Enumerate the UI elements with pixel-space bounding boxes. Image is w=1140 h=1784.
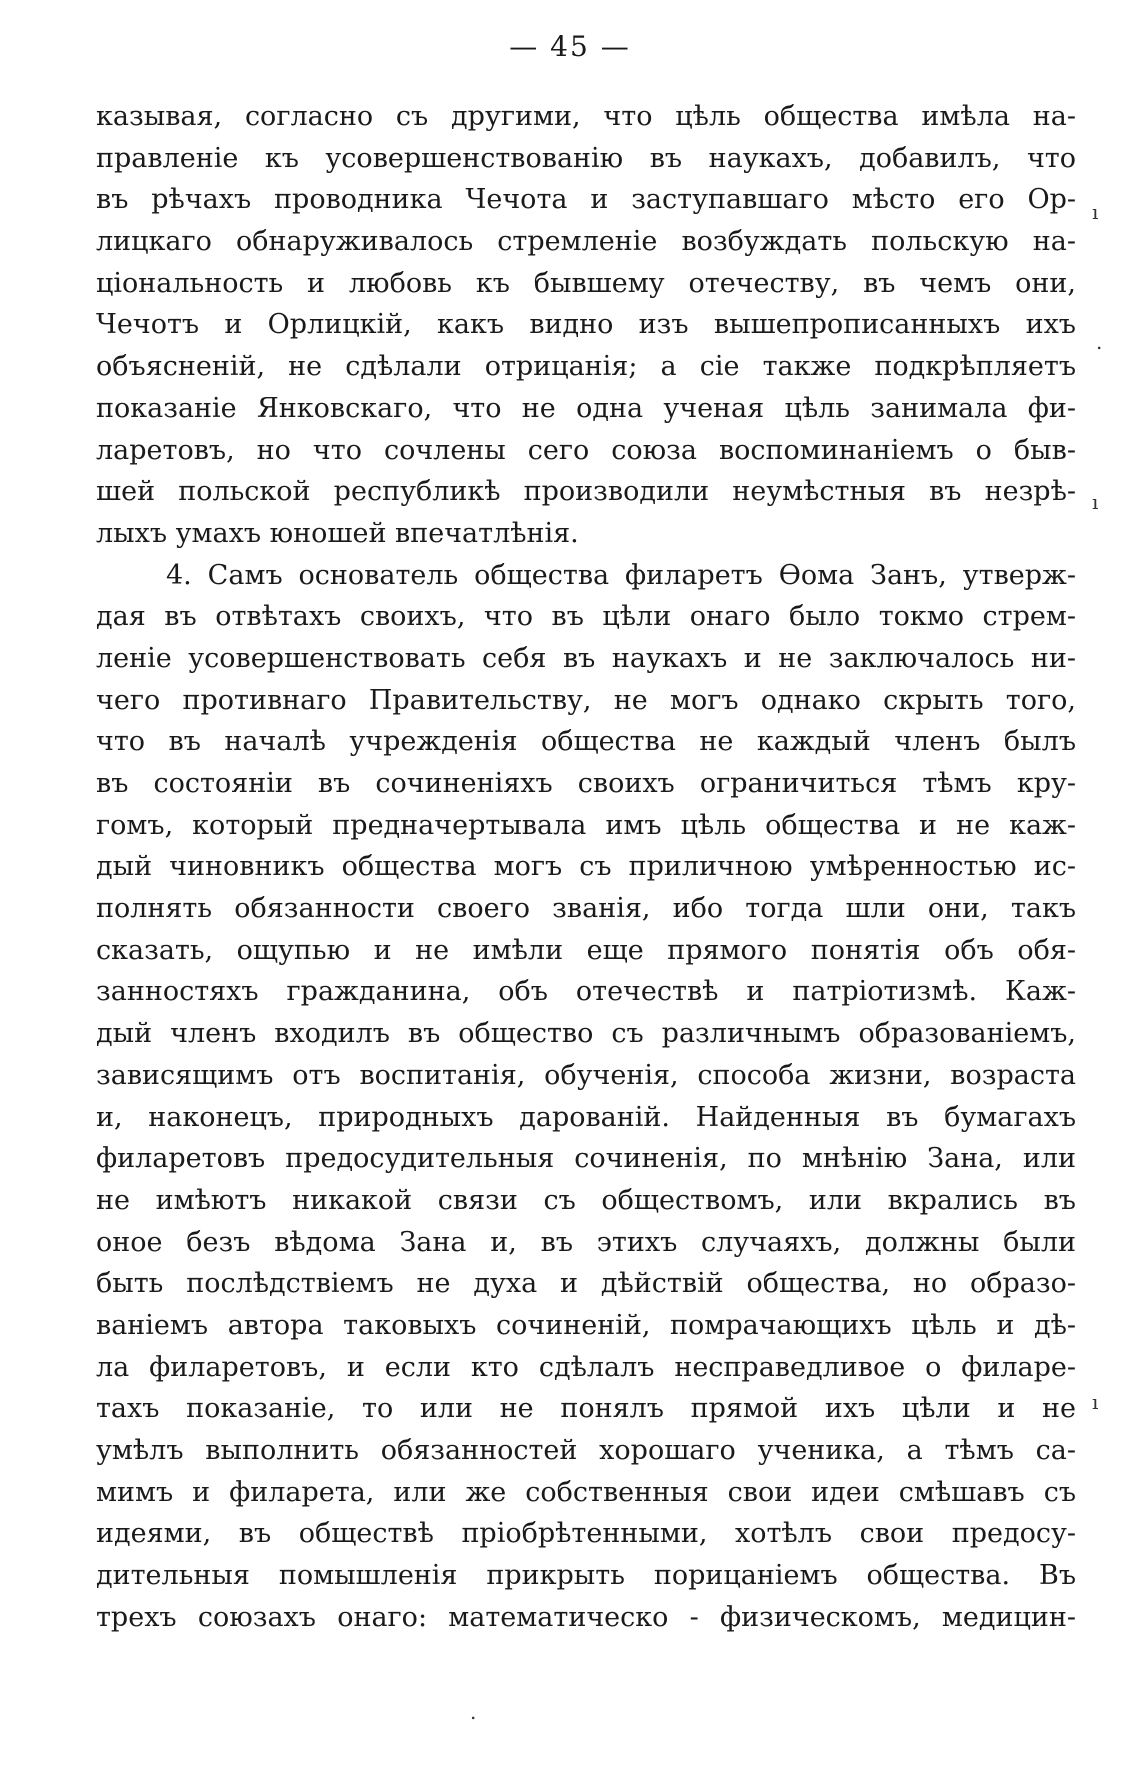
text-line: идеями, въ обществѣ пріобрѣтенными, хотѣлъ свои предосу- bbox=[96, 1518, 1076, 1550]
text-line: объясненій, не сдѣлали отрицанія; а сіе также подкрѣпляетъ bbox=[96, 351, 1076, 383]
text-line: не имѣютъ никакой связи съ обществомъ, или вкрались въ bbox=[96, 1184, 1076, 1216]
text-line: дый чиновникъ общества могъ съ приличною умѣренностью ис- bbox=[96, 851, 1076, 883]
text-line: мимъ и филарета, или же собственныя свои идеи смѣшавъ съ bbox=[96, 1476, 1076, 1508]
text-line: ла филаретовъ, и если кто сдѣлалъ несправедливое о филаре- bbox=[96, 1351, 1076, 1383]
text-line: оное безъ вѣдома Зана и, въ этихъ случаяхъ, должны были bbox=[96, 1226, 1076, 1258]
text-line: зависящимъ отъ воспитанія, обученія, способа жизни, возраста bbox=[96, 1059, 1076, 1091]
text-line: дая въ отвѣтахъ своихъ, что въ цѣли онаго было токмо стрем- bbox=[96, 601, 1076, 633]
margin-speck: . bbox=[470, 1700, 477, 1724]
text-line: трехъ союзахъ онаго: математическо - физическомъ, медицин- bbox=[96, 1601, 1076, 1633]
text-line: что въ началѣ учрежденія общества не каждый членъ былъ bbox=[96, 726, 1076, 758]
text-line: и, наконецъ, природныхъ дарованій. Найденныя въ бумагахъ bbox=[96, 1101, 1076, 1133]
text-line: сказать, ощупью и не имѣли еще прямого понятія объ обя- bbox=[96, 934, 1076, 966]
margin-speck: ı bbox=[1092, 200, 1099, 224]
text-line: дительныя помышленія прикрыть порицаніемъ общества. Въ bbox=[96, 1560, 1076, 1592]
text-line: шей польской республикѣ производили неумѣстныя въ незрѣ- bbox=[96, 476, 1076, 508]
text-line: показаніе Янковскаго, что не одна ученая цѣль занимала фи- bbox=[96, 392, 1076, 424]
text-line: ціональность и любовь къ бывшему отечеству, въ чемъ они, bbox=[96, 267, 1076, 299]
body-text bbox=[96, 96, 1076, 1638]
text-line: гомъ, который предначертывала имъ цѣль общества и не каж- bbox=[96, 809, 1076, 841]
text-line: 4. Самъ основатель общества филаретъ Ѳома Занъ, утверж- bbox=[166, 559, 1076, 591]
text-line: полнять обязанности своего званія, ибо тогда шли они, такъ bbox=[96, 893, 1076, 925]
text-line: дый членъ входилъ въ общество съ различнымъ образованіемъ, bbox=[96, 1018, 1076, 1050]
text-line: въ рѣчахъ проводника Чечота и заступавшаго мѣсто его Ор- bbox=[96, 184, 1076, 216]
text-line: умѣлъ выполнить обязанностей хорошаго ученика, а тѣмъ са- bbox=[96, 1435, 1076, 1466]
margin-speck: . bbox=[1096, 330, 1103, 354]
text-line: чего противнаго Правительству, не могъ однако скрыть того, bbox=[96, 684, 1076, 716]
margin-speck: ı bbox=[1092, 490, 1099, 514]
text-line: казывая, согласно съ другими, что цѣль общества имѣла на- bbox=[96, 101, 1076, 132]
margin-speck: ı bbox=[1092, 1390, 1099, 1414]
text-line: ларетовъ, но что сочлены сего союза воспоминаніемъ о быв- bbox=[96, 434, 1076, 466]
text-line: правленіе къ усовершенствованію въ наукахъ, добавилъ, что bbox=[96, 142, 1076, 174]
text-line: быть послѣдствіемъ не духа и дѣйствій общества, но образо- bbox=[96, 1268, 1076, 1300]
text-line: въ состояніи въ сочиненіяхъ своихъ ограничиться тѣмъ кру- bbox=[96, 768, 1076, 799]
text-line: ваніемъ автора таковыхъ сочиненій, помрачающихъ цѣль и дѣ- bbox=[96, 1309, 1076, 1341]
text-line: филаретовъ предосудительныя сочиненія, по мнѣнію Зана, или bbox=[96, 1143, 1076, 1175]
text-line: занностяхъ гражданина, объ отечествѣ и патріотизмѣ. Каж- bbox=[96, 976, 1076, 1008]
page-number: — 45 — bbox=[509, 30, 631, 63]
text-line: тахъ показаніе, то или не понялъ прямой ихъ цѣли и не bbox=[96, 1393, 1076, 1425]
text-line: леніе усовершенствовать себя въ наукахъ и не заключалось ни- bbox=[96, 642, 1076, 674]
text-line: лицкаго обнаруживалось стремленіе возбуждать польскую на- bbox=[96, 226, 1076, 258]
text-line: лыхъ умахъ юношей впечатлѣнія. bbox=[96, 517, 579, 549]
text-line: Чечотъ и Орлицкій, какъ видно изъ вышепрописанныхъ ихъ bbox=[96, 309, 1076, 341]
